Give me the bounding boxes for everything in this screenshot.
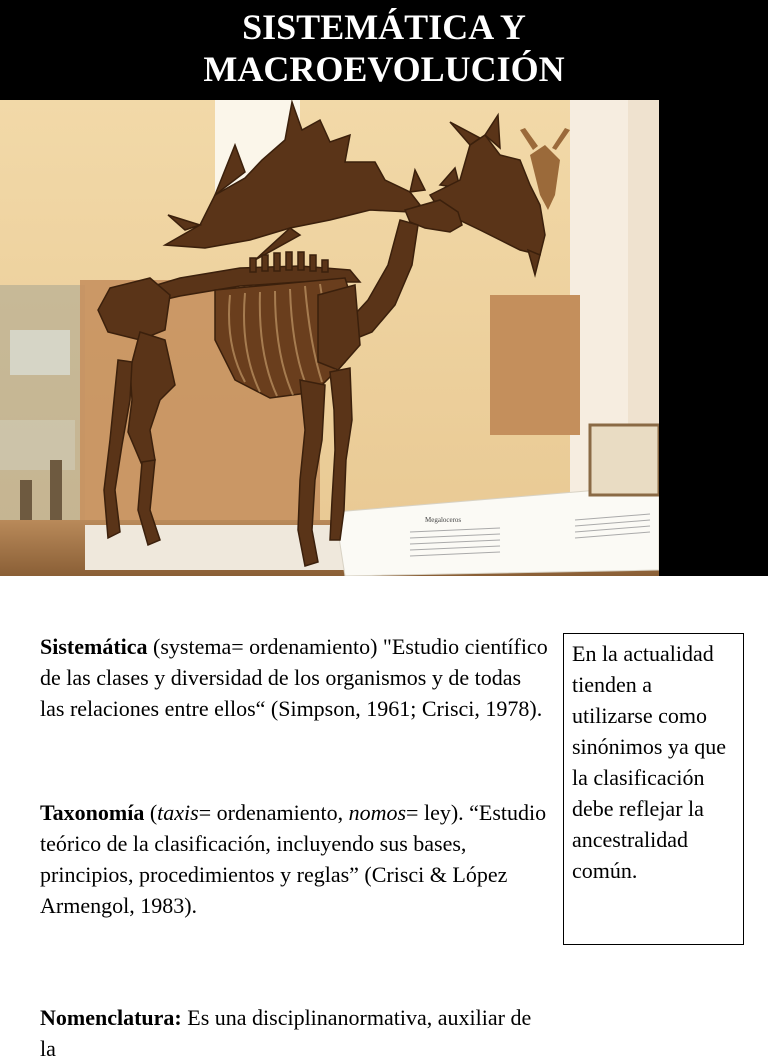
title-line-1: SISTEMÁTICA Y (242, 7, 526, 47)
term-taxonomia: Taxonomía (40, 800, 145, 825)
slide-title (0, 6, 768, 90)
term-sistematica: Sistemática (40, 634, 148, 659)
definition-taxonomia (40, 797, 550, 921)
title-line-2: MACROEVOLUCIÓN (203, 49, 565, 89)
term-nomenclatura: Nomenclatura: (40, 1005, 182, 1030)
term-nomos: nomos (348, 800, 407, 825)
definition-sistematica (40, 631, 550, 724)
taxonomia-mid: = ordenamiento, (198, 800, 349, 825)
sign-heading: Megaloceros (425, 516, 462, 524)
taxonomia-paren: ( (144, 800, 158, 825)
definition-nomenclatura-body: Es una disciplinanormativa, auxiliar de la (40, 1005, 532, 1061)
note-box (563, 633, 744, 945)
term-taxis: taxis (157, 800, 199, 825)
definition-nomenclatura (40, 1002, 550, 1064)
megaloceros-photo (0, 100, 659, 576)
taxonomia-rest: = ley). “Estudio teórico de la clasificación, incluyendo sus bases, principios, procedimientos y reglas” (Crisci & López Armengol, 1983). (40, 800, 547, 918)
definition-sistematica-body: (systema= ordenamiento) "Estudio científico de las clases y diversidad de los organismos y de todas las relaciones entre ellos“ (Simpson, 1961; Crisci, 1978). (40, 634, 548, 721)
note-text: En la actualidad tienden a utilizarse como sinónimos ya que la clasificación debe reflejar la ancestralidad común. (572, 641, 726, 883)
